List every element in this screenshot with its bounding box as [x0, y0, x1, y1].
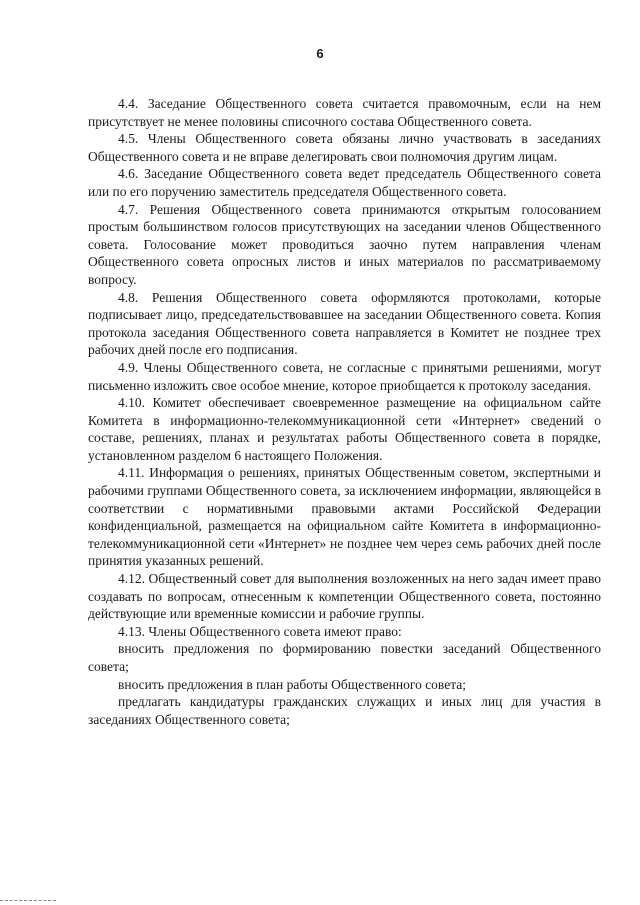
paragraph-4-4: 4.4. Заседание Общественного совета считается правомочным, если на нем присутствует не менее половины списочного состава Общественного совета.	[88, 96, 601, 129]
paragraph-4-12: 4.12. Общественный совет для выполнения возложенных на него задач имеет право создавать по вопросам, отнесенным к компетенции Общественного совета, постоянно действующие или временные комиссии и рабочие группы.	[88, 571, 601, 622]
list-item: вносить предложения по формированию повестки заседаний Общественного совета;	[88, 641, 601, 674]
paragraph-4-9: 4.9. Члены Общественного совета, не согласные с принятыми решениями, могут письменно изложить свое особое мнение, которое приобщается к протоколу заседания.	[88, 359, 601, 393]
page-number: 6	[316, 46, 324, 61]
paragraph-4-7: 4.7. Решения Общественного совета принимаются открытым голосованием простым большинством голосов присутствующих на заседании членов Общественного совета. Голосование может проводиться заочно путем направления членам Общественного совета опросных листов и иных материалов по рассматриваемому вопросу.	[88, 201, 601, 287]
list-item: предлагать кандидатуры гражданских служащих и иных лиц для участия в заседаниях Общественного совета;	[88, 694, 601, 727]
paragraph-4-10: 4.10. Комитет обеспечивает своевременное размещение на официальном сайте Комитета в информационно-телекоммуникационной сети «Интернет» сведений о составе, решениях, планах и результатах работы Общественного совета в порядке, установленном разделом 6 настоящего Положения.	[88, 395, 601, 463]
paragraph-4-13: 4.13. Члены Общественного совета имеют право:	[118, 623, 402, 639]
page-edge-mark	[0, 900, 56, 901]
paragraph-4-6: 4.6. Заседание Общественного совета ведет председатель Общественного совета или по его поручению заместитель председателя Общественного совета.	[88, 166, 601, 199]
paragraph-4-11: 4.11. Информация о решениях, принятых Общественным советом, экспертными и рабочими группами Общественного совета, за исключением информации, являющейся в соответствии с нормативными правовыми актами Российской Федерации конфиденциальной, размещается на официальном сайте Комитета в информационно-телекоммуникационной сети «Интернет» не позднее чем через семь рабочих дней после принятия указанных решений.	[88, 465, 601, 569]
document-body	[88, 95, 601, 728]
paragraph-4-8: 4.8. Решения Общественного совета оформляются протоколами, которые подписывает лицо, председательствовавшее на заседании Общественного совета. Копия протокола заседания Общественного совета направляется в Комитет не позднее трех рабочих дней после его подписания.	[88, 289, 601, 358]
list-item: вносить предложения в план работы Общественного совета;	[118, 676, 467, 692]
paragraph-4-5: 4.5. Члены Общественного совета обязаны лично участвовать в заседаниях Общественного совета и не вправе делегировать свои полномочия другим лицам.	[88, 131, 601, 164]
